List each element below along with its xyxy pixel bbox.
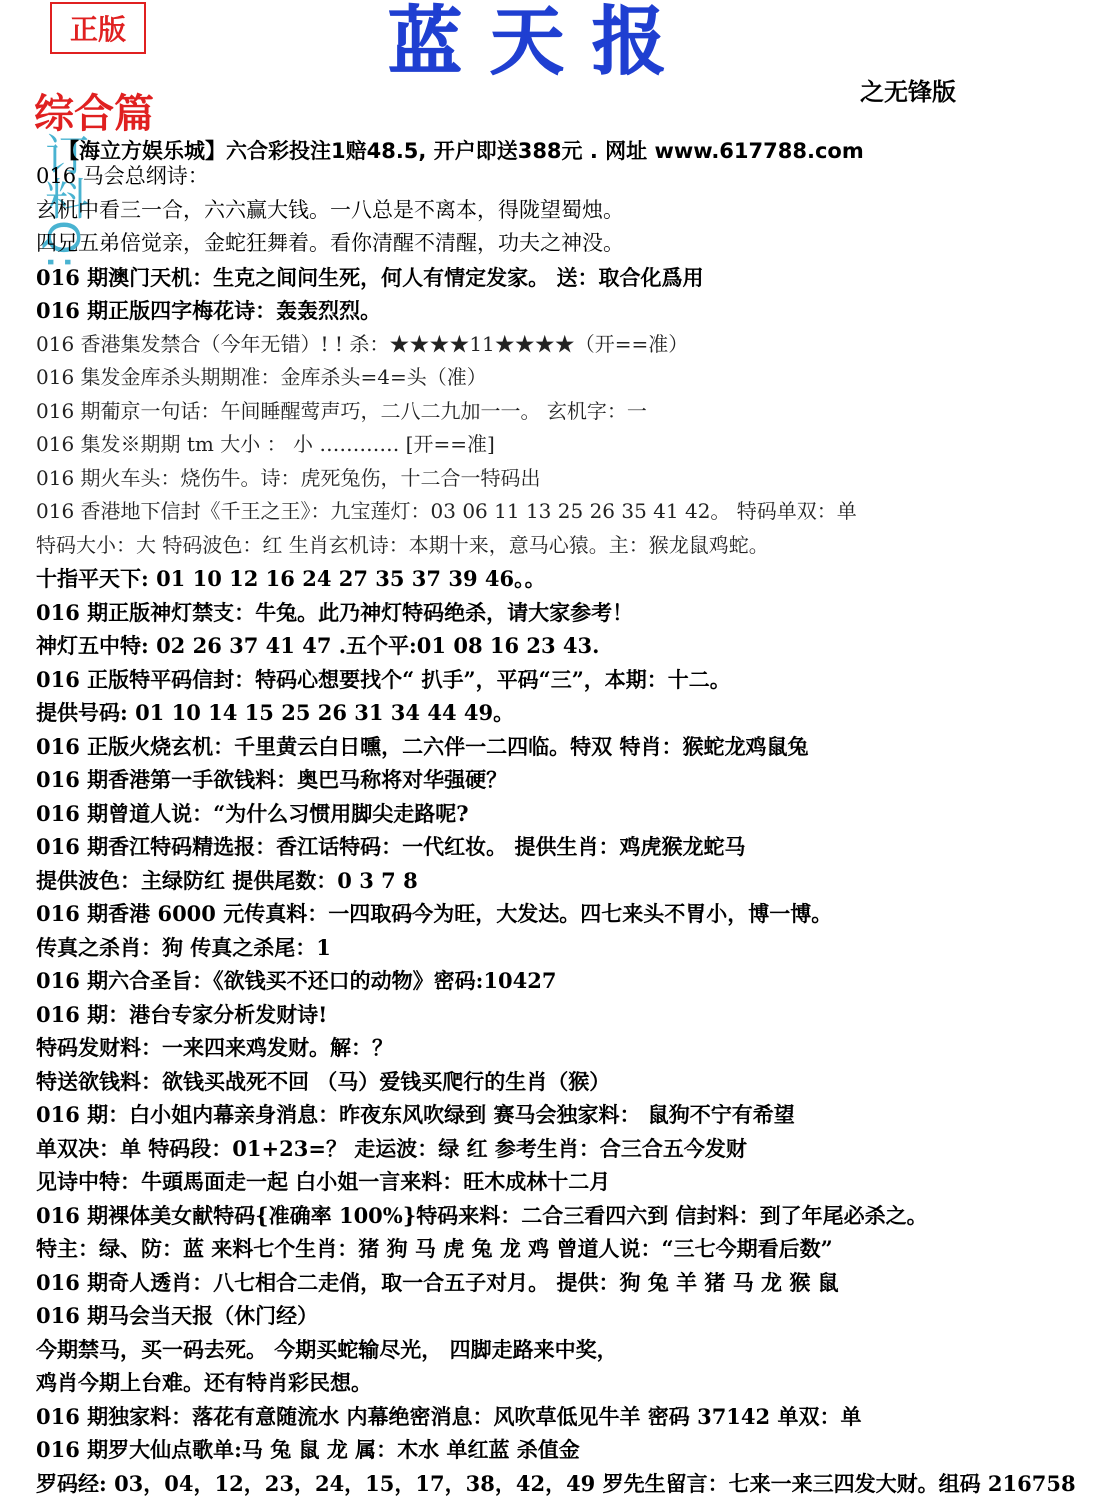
text-line: 十指平天下: 01 10 12 16 24 27 35 37 39 46。。 (36, 566, 546, 591)
text-line: 016 期裸体美女献特码{准确率 100%}特码来料：二合三看四六到 信封料：到了年尾必杀之。 (36, 1202, 928, 1228)
text-line: 016 期罗大仙点歌单:马 兔 鼠 龙 属：木水 单红蓝 杀值金 (36, 1437, 580, 1462)
text-line: 四兄五弟倍觉亲，金蛇狂舞着。看你清醒不清醒，功夫之神没。 (36, 231, 624, 255)
text-line: 016 正版特平码信封：特码心想要找个“ 扒手”，平码“三”，本期：十二。 (36, 666, 731, 692)
text-line: 016 期马会当天报（休门经） (36, 1303, 319, 1328)
text-line: 特码发财料：一来四来鸡发财。解：？ (36, 1035, 393, 1060)
text-line: 传真之杀肖：狗 传真之杀尾：1 (36, 934, 331, 960)
text-line: 016 正版火烧玄机：千里黄云白日曛，二六伴一二四临。特双 特肖：猴蛇龙鸡鼠兔 (36, 733, 809, 759)
genuine-badge: 正版 (50, 2, 146, 54)
text-line: 特主：绿、防：蓝 来料七个生肖：猪 狗 马 虎 兔 龙 鸡 曾道人说：“三七今期看后数” (36, 1236, 833, 1261)
text-line: 016 期独家料：落花有意随流水 内幕绝密消息：风吹草低见牛羊 密码 37142 单双：单 (36, 1403, 862, 1429)
text-line: 罗码经: 03，04，12，23，24，15，17，38，42，49 罗先生留言：七来一来三四发大财。组码 216758 (36, 1470, 1076, 1496)
text-line: 016 期火车头：烧伤牛。诗：虎死兔伤，十二合一特码出 (36, 465, 541, 490)
text-line: 016 期奇人透肖：八七相合二走俏，取一合五子对月。 提供：狗 兔 羊 猪 马 龙 猴 鼠 (36, 1269, 839, 1295)
advertisement-banner: 【海立方娱乐城】六合彩投注1赔48.5, 开户即送388元 . 网址 www.617788.com (58, 139, 864, 163)
text-line: 特码大小：大 特码波色：红 生肖玄机诗：本期十来，意马心猿。主：猴龙鼠鸡蛇。 (36, 532, 769, 557)
text-line: 神灯五中特: 02 26 37 41 47 .五个平:01 08 16 23 43. (36, 633, 600, 658)
text-line: 016 马会总纲诗： (36, 164, 209, 188)
text-line: 见诗中特：牛頭馬面走一起 白小姐一言来料：旺木成林十二月 (36, 1169, 611, 1194)
text-line: 016 期葡京一句话：午间睡醒莺声巧，二八二九加一一。 玄机字：一 (36, 398, 647, 423)
text-line: 016 期：港台专家分析发财诗! (36, 1001, 328, 1027)
text-line: 016 期香港第一手欲钱料：奥巴马称将对华强硬？ (36, 767, 508, 792)
text-line: 玄机中看三一合，六六赢大钱。一八总是不离本，得陇望蜀烛。 (36, 197, 624, 222)
page-title: 蓝天报 (388, 0, 694, 85)
text-line: 提供波色：主绿防红 提供尾数：0 3 7 8 (36, 867, 418, 893)
document-body (36, 160, 1096, 1500)
text-line: 016 期曾道人说：“为什么习惯用脚尖走路呢? (36, 800, 469, 826)
text-line: 016 期澳门天机：生克之间问生死，何人有情定发家。 送：取合化爲用 (36, 264, 704, 290)
text-line: 016 香港地下信封《千王之王》：九宝莲灯：03 06 11 13 25 26 35 41 42。 特码单双：单 (36, 499, 857, 523)
text-line: 016 香港集发禁合（今年无错）! ! 杀：★★★★11★★★★（开==准） (36, 331, 689, 356)
section-heading: 综合篇 (34, 90, 154, 137)
text-line: 016 期正版四字梅花诗：轰轰烈烈。 (36, 298, 382, 323)
contact-watermark: 订料Q: (37, 132, 88, 270)
text-line: 016 期正版神灯禁支：牛兔。此乃神灯特码绝杀，请大家参考！ (36, 599, 634, 625)
text-line: 016 期香江特码精选报：香江话特码：一代红妆。 提供生肖：鸡虎猴龙蛇马 (36, 834, 746, 859)
text-line: 016 期六合圣旨：《欲钱买不还口的动物》密码:10427 (36, 968, 557, 993)
edition-label: 之无锋版 (860, 78, 956, 106)
text-line: 单双决：单 特码段：01+23=？ 走运波：绿 红 参考生肖：合三合五今发财 (36, 1135, 747, 1161)
text-line: 016 期：白小姐内幕亲身消息：昨夜东风吹绿到 赛马会独家料： 鼠狗不宁有希望 (36, 1102, 795, 1127)
text-line: 016 集发※期期 tm 大小 ： 小 ………… [开==准] (36, 432, 495, 456)
text-line: 特送欲钱料：欲钱买战死不回 （马）爱钱买爬行的生肖（猴） (36, 1068, 611, 1094)
text-line: 鸡肖今期上台难。还有特肖彩民想。 (36, 1370, 372, 1395)
text-line: 提供号码: 01 10 14 15 25 26 31 34 44 49。 (36, 700, 515, 725)
text-line: 016 期香港 6000 元传真料：一四取码今为旺，大发达。四七来头不胃小，博一博。 (36, 901, 833, 926)
text-line: 今期禁马，买一码去死。 今期买蛇输尽光， 四脚走路来中奖， (36, 1336, 618, 1362)
text-line: 016 集发金库杀头期期准：金库杀头=4=头（准） (36, 365, 487, 389)
